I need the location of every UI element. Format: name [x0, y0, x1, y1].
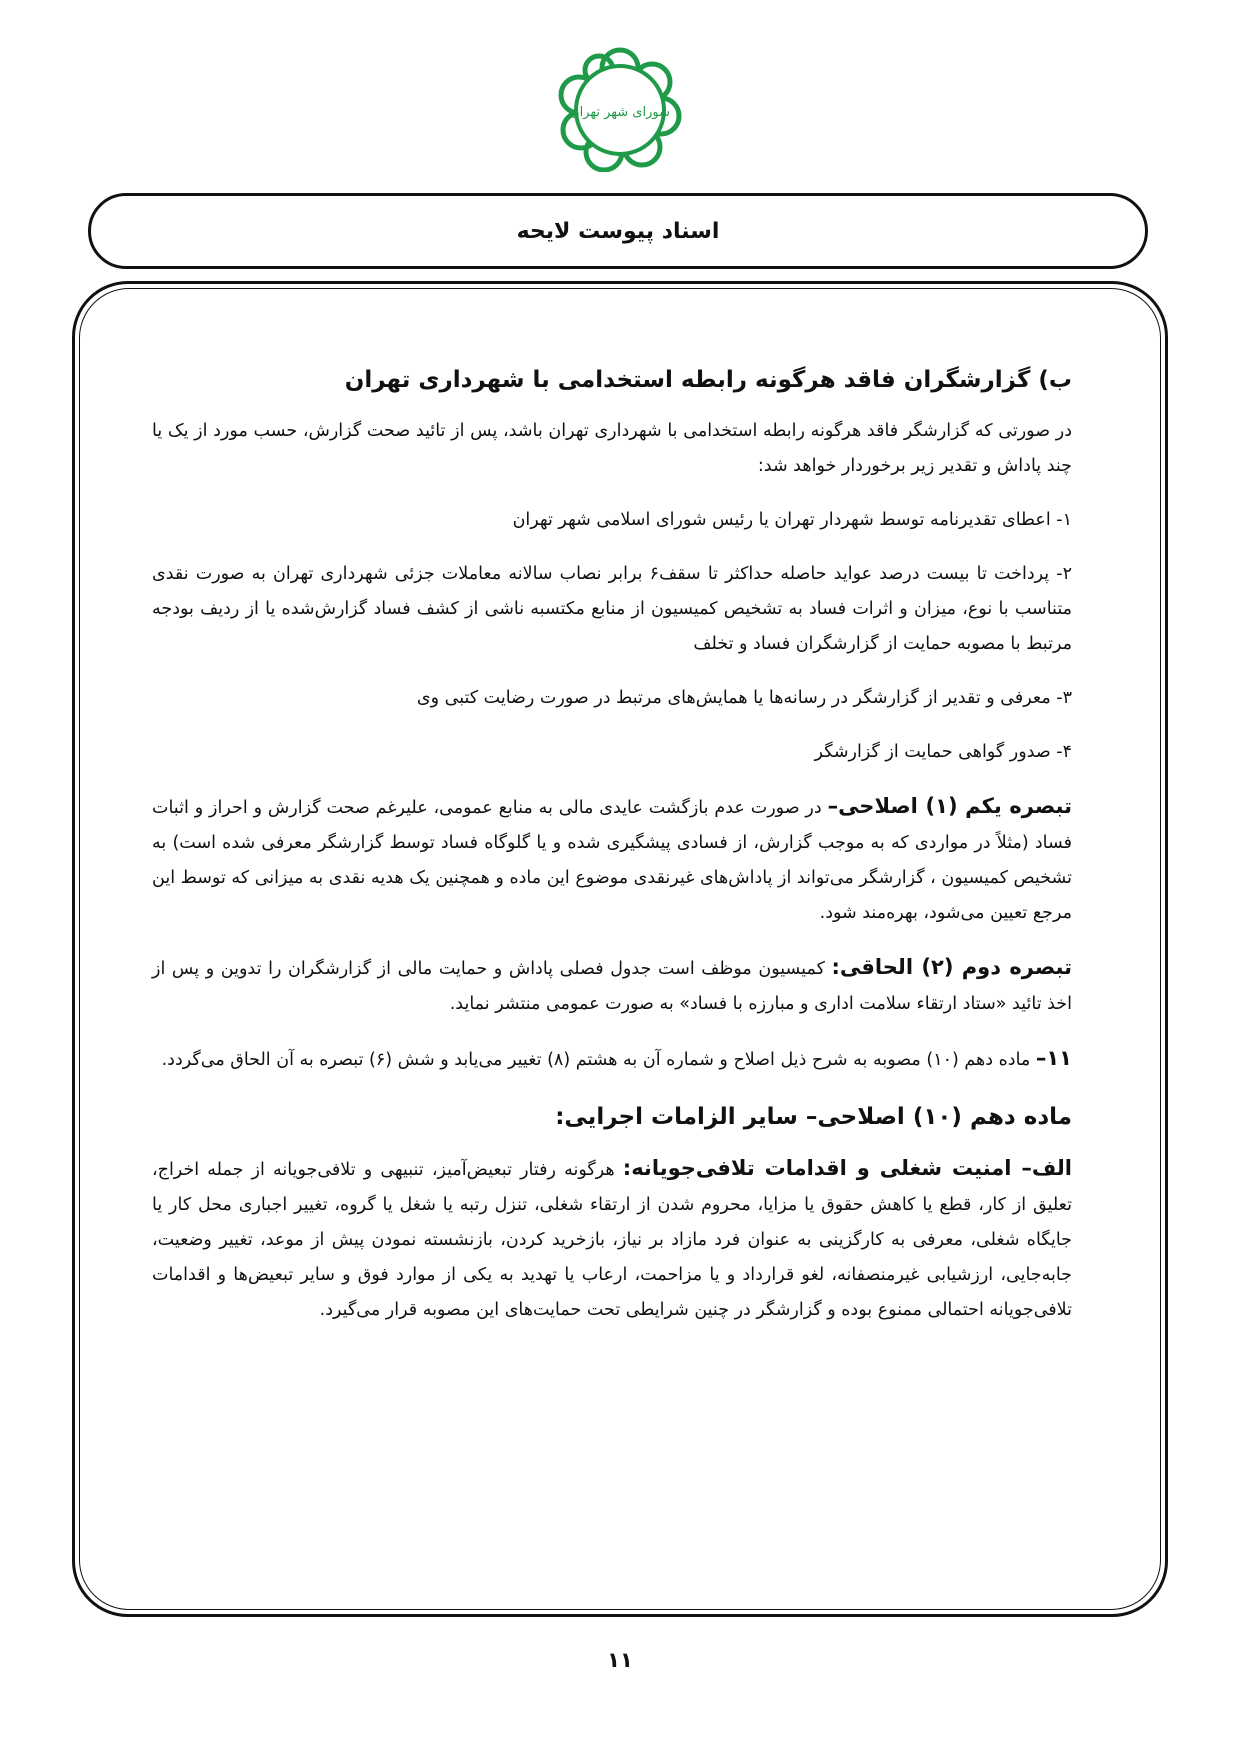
clause-11-paragraph [152, 1041, 1072, 1078]
note-2-label: تبصره دوم (۲) الحاقی: [831, 955, 1072, 979]
emblem-icon [549, 44, 691, 172]
note-1-paragraph [152, 789, 1072, 931]
list-item: ۴- صدور گواهی حمایت از گزارشگر [814, 742, 1072, 762]
list-item: ۳- معرفی و تقدیر از گزارشگر در رسانه‌ها یا همایش‌های مرتبط در صورت رضایت کتبی وی [416, 688, 1072, 708]
article-10-alef-paragraph [152, 1151, 1072, 1328]
section-b-heading: ب) گزارشگران فاقد هرگونه رابطه استخدامی با شهرداری تهران [344, 367, 1072, 393]
header-box [88, 193, 1148, 269]
logo-lettering: شورای شهر تهران [570, 105, 670, 120]
list-item: ۲- پرداخت تا بیست درصد عواید حاصله حداکثر تا سقف۶ برابر نصاب سالانه معاملات جزئی شهرداری تهران به صورت نقدی متناسب با نوع، میزان و اثرات فساد به تشخیص کمیسیون از منابع مکتسبه ناشی از کشف فساد گزارش‌شده یا از ردیف بودجه مرتبط با مصوبه حمایت از گزارشگران فساد و تخلف [152, 564, 1072, 654]
list-item: ۱- اعطای تقدیرنامه توسط شهردار تهران یا رئیس شورای اسلامی شهر تهران [512, 510, 1072, 530]
header-title: اسناد پیوست لایحه [516, 218, 720, 244]
alef-text: هرگونه رفتار تبعیض‌آمیز، تنبیهی و تلافی‌جویانه از جمله اخراج، تعلیق از کار، قطع یا کاهش حقوق یا مزایا، محروم شدن از ارتقاء شغلی، تنزل رتبه یا شغل یا گروه، تغییر اجباری محل کار یا جایگاه شغلی، معرفی به کارگزینی به عنوان فرد مازاد بر نیاز، بازخرید کردن، بازنشسته نمودن پیش از موعد، تغییر وضعیت، جابه‌جایی، ارزشیابی غیرمنصفانه، لغو قرارداد و یا مزاحمت، ارعاب یا تهدید به یکی از موارد فوق و سایر تبعیض‌ها و اقدامات تلافی‌جویانه احتمالی ممنوع بوده و گزارشگر در چنین شرایطی تحت حمایت‌های این مصوبه قرار می‌گیرد. [152, 1160, 1072, 1320]
page-number: ۱۱ [607, 1648, 633, 1672]
note-2-paragraph [152, 950, 1072, 1022]
clause-11-label: ۱۱– [1035, 1046, 1072, 1070]
document-body [152, 360, 1072, 1347]
note-2-text: کمیسیون موظف است جدول فصلی پاداش و حمایت مالی از گزارشگران را تدوین و پس از اخذ تائید «ستاد ارتقاء سلامت اداری و مبارزه با فساد» به صورت عمومی منتشر نماید. [152, 959, 1072, 1014]
note-1-text: در صورت عدم بازگشت عایدی مالی به منابع عمومی، علیرغم صحت گزارش و احراز و اثبات فساد (مثلاً در مواردی که به موجب گزارش، از فسادی پیشگیری شده و یا گلوگاه فساد توسط گزارشگر معرفی شده است) به تشخیص کمیسیون ، گزارشگر می‌تواند از پاداش‌های غیرنقدی موضوع این ماده و همچنین یک هدیه نقدی به میزانی که توسط این مرجع تعیین می‌شود، بهره‌مند شود. [152, 798, 1072, 923]
note-1-label: تبصره یکم (۱) اصلاحی– [827, 794, 1072, 818]
article-10-heading: ماده دهم (۱۰) اصلاحی– سایر الزامات اجرایی: [555, 1104, 1072, 1130]
tehran-city-council-logo [549, 44, 691, 172]
alef-label: الف– امنیت شغلی و اقدامات تلافی‌جویانه: [622, 1156, 1072, 1180]
section-b-intro: در صورتی که گزارشگر فاقد هرگونه رابطه استخدامی با شهرداری تهران باشد، پس از تائید صحت گزارش، حسب مورد از یک یا چند پاداش و تقدیر زیر برخوردار خواهد شد: [152, 421, 1072, 476]
clause-11-text: ماده دهم (۱۰) مصوبه به شرح ذیل اصلاح و شماره آن به هشتم (۸) تغییر می‌یابد و شش (۶) تبصره به آن الحاق می‌گردد. [161, 1050, 1036, 1070]
